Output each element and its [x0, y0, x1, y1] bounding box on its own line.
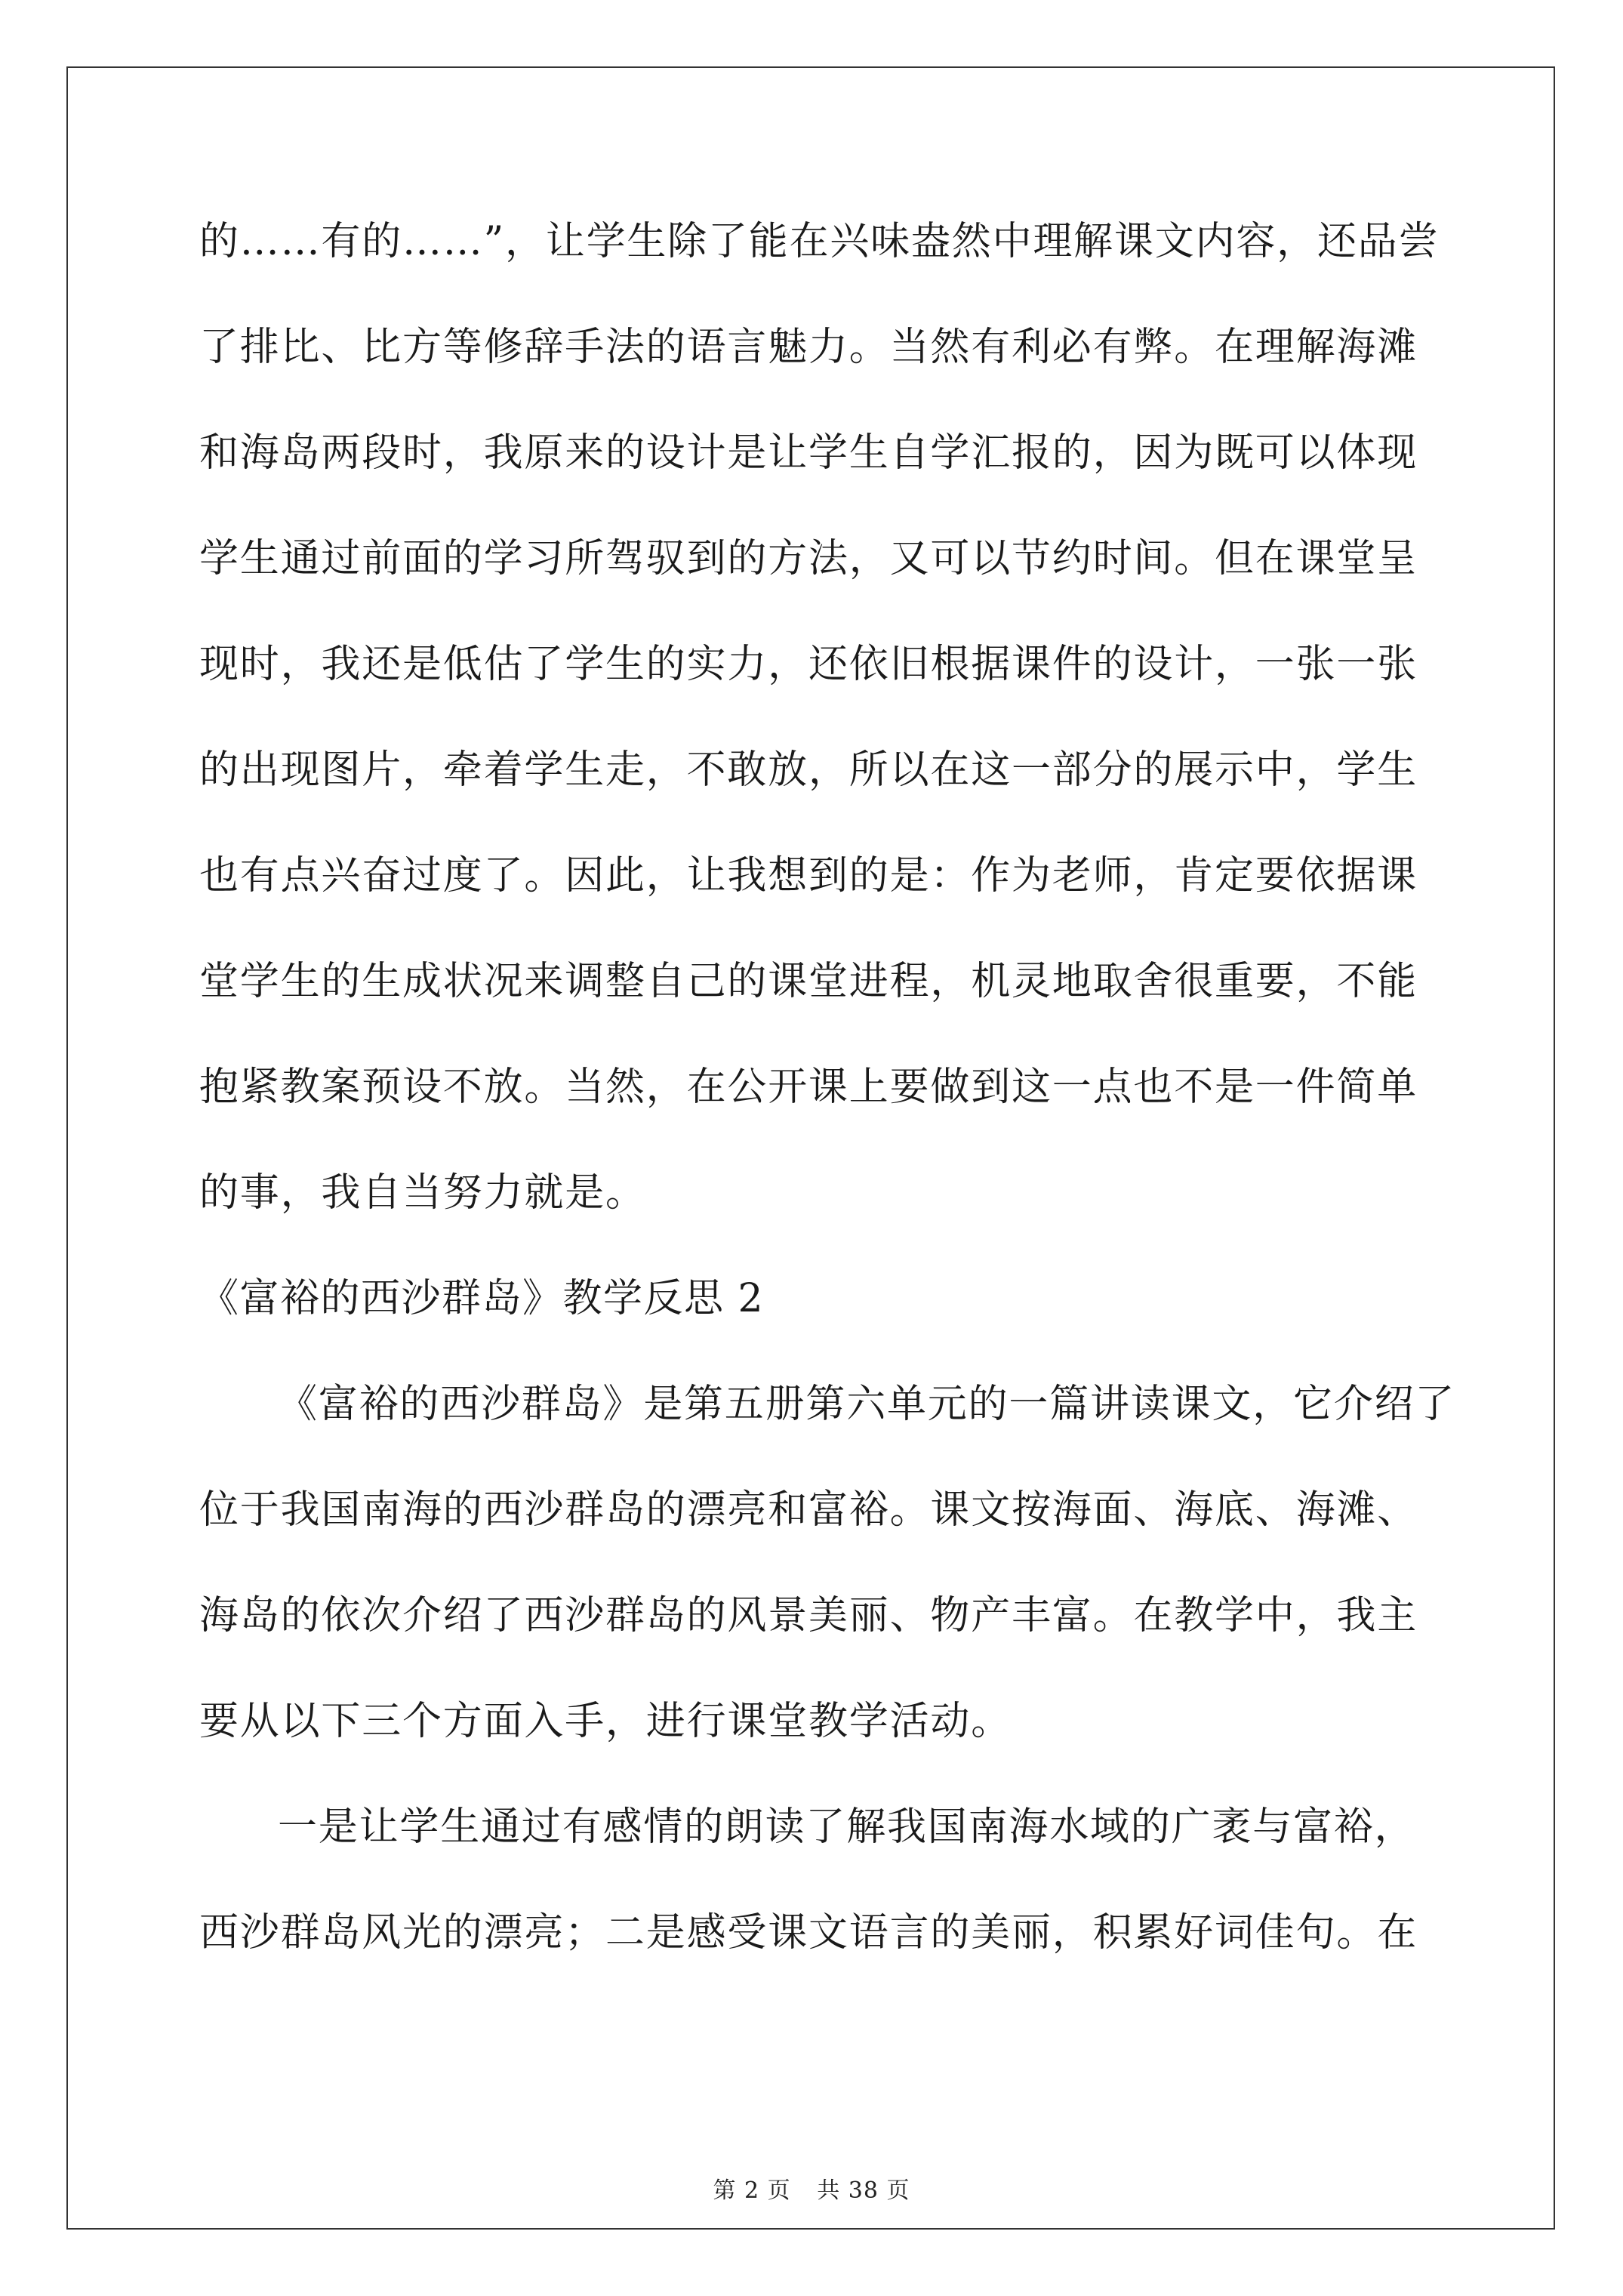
body-line: 的事，我自当努力就是。 — [199, 1170, 646, 1216]
paragraph-line: 要从以下三个方面入手，进行课堂教学活动。 — [199, 1699, 1012, 1744]
body-line: 现时，我还是低估了学生的实力，还依旧根据课件的设计，一张一张 — [199, 642, 1418, 687]
body-line: 的出现图片，牵着学生走，不敢放，所以在这一部分的展示中，学生 — [199, 747, 1418, 793]
body-line: 和海岛两段时，我原来的设计是让学生自学汇报的，因为既可以体现 — [199, 430, 1418, 476]
paragraph-line: 位于我国南海的西沙群岛的漂亮和富裕。课文按海面、海底、海滩、 — [199, 1487, 1418, 1533]
paragraph-line: 《富裕的西沙群岛》是第五册第六单元的一篇讲读课文，它介绍了 — [278, 1382, 1456, 1427]
paragraph-line: 一是让学生通过有感情的朗读了解我国南海水域的广袤与富裕， — [278, 1804, 1415, 1850]
document-body — [199, 189, 1456, 1986]
paragraph-line: 西沙群岛风光的漂亮；二是感受课文语言的美丽，积累好词佳句。在 — [199, 1910, 1418, 1955]
body-line: 抱紧教案预设不放。当然，在公开课上要做到这一点也不是一件简单 — [199, 1065, 1418, 1110]
body-line: 的……有的……”，让学生除了能在兴味盎然中理解课文内容，还品尝 — [199, 219, 1440, 264]
body-line: 堂学生的生成状况来调整自己的课堂进程，机灵地取舍很重要，不能 — [199, 959, 1418, 1004]
body-line: 也有点兴奋过度了。因此，让我想到的是：作为老师，肯定要依据课 — [199, 853, 1418, 898]
paragraph-line: 海岛的依次介绍了西沙群岛的风景美丽、物产丰富。在教学中，我主 — [199, 1593, 1418, 1638]
section-title: 《富裕的西沙群岛》教学反思 2 — [199, 1276, 765, 1321]
body-line: 学生通过前面的学习所驾驭到的方法，又可以节约时间。但在课堂呈 — [199, 536, 1418, 581]
body-line: 了排比、比方等修辞手法的语言魅力。当然有利必有弊。在理解海滩 — [199, 325, 1418, 370]
page-footer — [0, 2171, 1623, 2205]
page-number: 第 2 页 — [713, 2177, 791, 2204]
page-total: 共 38 页 — [817, 2177, 910, 2204]
